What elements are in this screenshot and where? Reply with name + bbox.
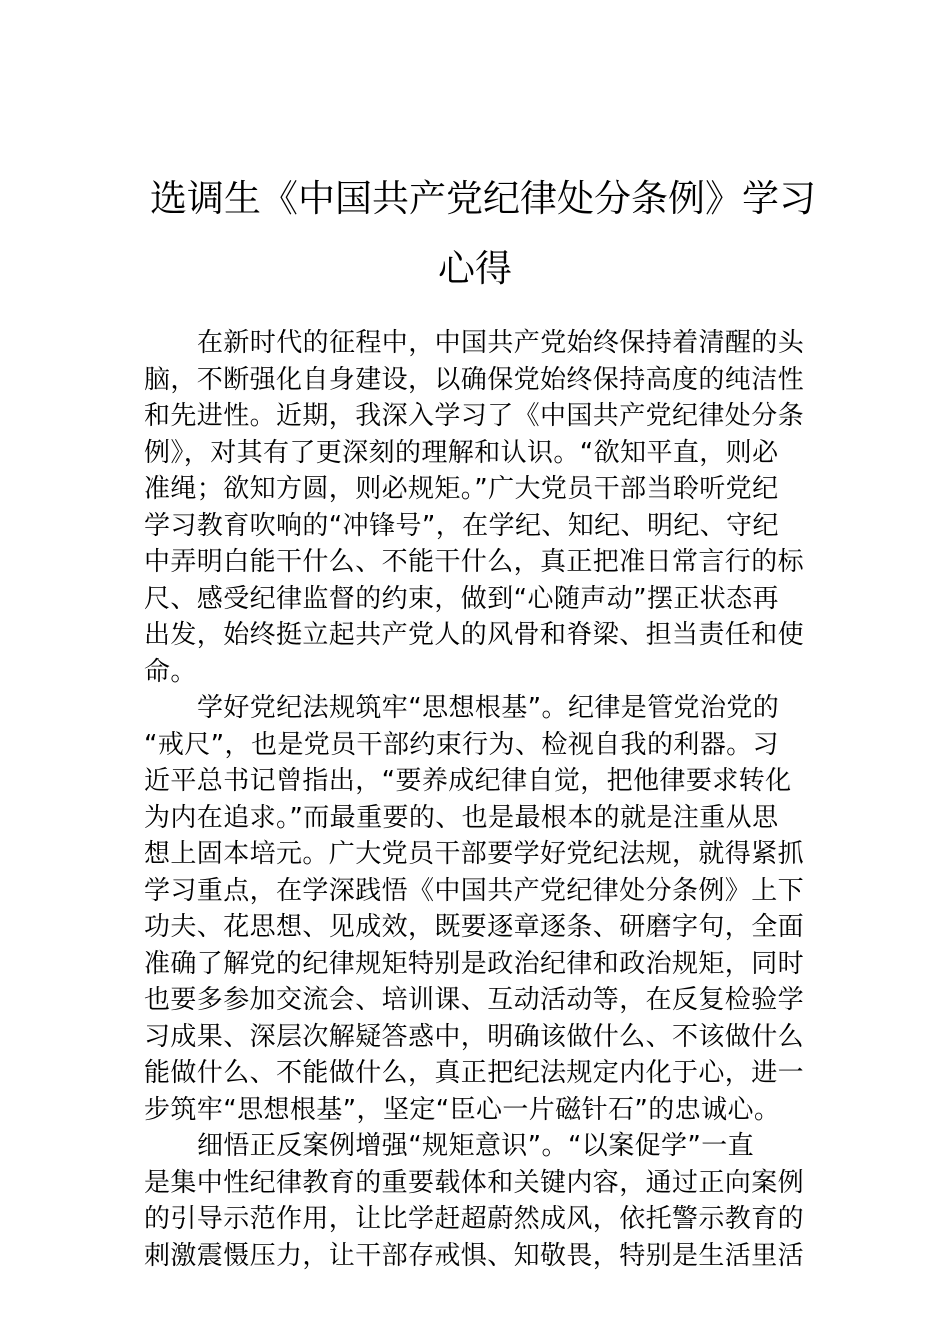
paragraph-line: 尺、感受纪律监督的约束，做到“心随声动”摆正状态再 <box>144 583 779 614</box>
paragraph-line: 细悟正反案例增强“规矩意识”。“以案促学”一直 <box>197 1131 755 1161</box>
paragraph-line: 准确了解党的纪律规矩特别是政治纪律和政治规矩，同时 <box>144 948 805 979</box>
paragraph-line: 在新时代的征程中，中国共产党始终保持着清醒的头 <box>197 328 805 358</box>
paragraph-line: 习成果、深层次解疑答惑中，明确该做什么、不该做什么 <box>144 1021 805 1052</box>
paragraph-line: 学好党纪法规筑牢“思想根基”。纪律是管党治党的 <box>197 693 780 723</box>
paragraph-line: 功夫、花思想、见成效，既要逐章逐条、研磨字句，全面 <box>144 912 805 942</box>
paragraph-line: 为内在追求。”而最重要的、也是最根本的就是注重从思 <box>144 802 779 833</box>
document-title <box>150 164 816 304</box>
paragraph-line: 出发，始终挺立起共产党人的风骨和脊梁、担当责任和使 <box>144 620 805 650</box>
paragraph-line: 学习教育吹响的“冲锋号”，在学纪、知纪、明纪、守纪 <box>144 510 779 541</box>
paragraph-line: 想上固本培元。广大党员干部要学好党纪法规，就得紧抓 <box>144 839 805 869</box>
title-line-1: 选调生《中国共产党纪律处分条例》学习 <box>150 177 816 220</box>
paragraph-line: 和先进性。近期，我深入学习了《中国共产党纪律处分条 <box>144 401 805 431</box>
paragraph-line: 是集中性纪律教育的重要载体和关键内容，通过正向案例 <box>144 1167 805 1198</box>
paragraph-line: 脑，不断强化自身建设，以确保党始终保持高度的纯洁性 <box>144 364 805 395</box>
paragraph-line: 学习重点，在学深践悟《中国共产党纪律处分条例》上下 <box>144 875 805 906</box>
title-line-2: 心得 <box>438 247 512 290</box>
paragraph-line: 能做什么、不能做什么，真正把纪法规定内化于心，进一 <box>144 1058 805 1088</box>
paragraph-line: 的引导示范作用，让比学赶超蔚然成风，依托警示教育的 <box>144 1204 805 1234</box>
document-body <box>144 325 810 1274</box>
paragraph-line: 中弄明白能干什么、不能干什么，真正把准日常言行的标 <box>144 547 805 577</box>
paragraph-line: 步筑牢“思想根基”，坚定“臣心一片磁针石”的忠诚心。 <box>144 1094 781 1125</box>
paragraph-line: 也要多参加交流会、培训课、互动活动等，在反复检验学 <box>144 985 805 1015</box>
paragraph-line: 刺激震慑压力，让干部存戒惧、知敬畏，特别是生活里活 <box>144 1240 805 1271</box>
paragraph-line: “戒尺”，也是党员干部约束行为、检视自我的利器。习 <box>144 729 779 760</box>
paragraph-line: 例》，对其有了更深刻的理解和认识。“欲知平直，则必 <box>144 437 779 468</box>
paragraph-line: 近平总书记曾指出，“要养成纪律自觉，把他律要求转化 <box>144 766 792 796</box>
paragraph-line: 命。 <box>144 656 197 687</box>
paragraph-line: 准绳；欲知方圆，则必规矩。”广大党员干部当聆听党纪 <box>144 474 779 504</box>
